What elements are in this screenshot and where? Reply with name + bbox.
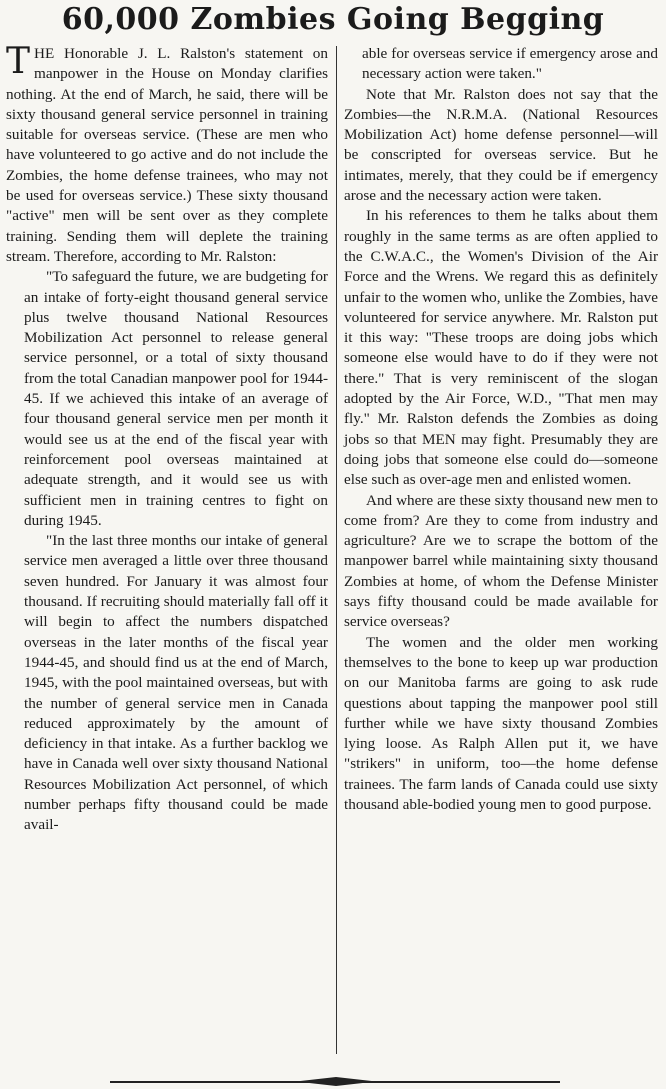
body-paragraph-4: The women and the older men working themselves to the bone to keep up war production on our Manitoba farms are going to ask rude questions about tapping the manpower pool still further while we have sixty thousand Zombies lying loose. As Ralph Allen put it, we have "strikers" in uniform, too—the home defense trainees. The farm lands of Canada could use sixty thousand able-bodied young men to good purpose.: [344, 633, 658, 813]
quote-continuation: able for overseas service if emergency arose and necessary action were taken.": [362, 45, 658, 83]
opening-paragraph-text: HE Honorable J. L. Ralston's statement on manpower in the House on Monday clarifies nothing. At the end of March, he said, there will be sixty thousand general service personnel in training suitable for overseas service. (These are men who have volunteered to go active and do not include the Zombies, the home defense trainees, who may not be used for overseas service.) These sixty thousand "active" men will be sent over as they complete training. Sending them will deplete the training stream. Therefore, according to Mr. Ralston:: [6, 45, 328, 265]
ralston-quote: [6, 267, 328, 835]
body-paragraph-3: And where are these sixty thousand new men to come from? Are they to come from industry and agriculture? Are we to scrape the bottom of the manpower barrel while maintaining sixty thousand Zombies at home, of whom the Defense Minister says fifty thousand could be made available for service overseas?: [344, 491, 658, 631]
right-column: [344, 44, 658, 815]
body-paragraph-1: Note that Mr. Ralston does not say that the Zombies—the N.R.M.A. (National Resources Mobilization Act) home defense personnel—will be conscripted for overseas service. But he intimates, merely, that they could be if emergency arose and the necessary action were taken.: [344, 85, 658, 205]
body-paragraph-2: In his references to them he talks about them roughly in the same terms as are often applied to the C.W.A.C., the Women's Division of the Air Force and the Wrens. We regard this as definitely unfair to the women who, unlike the Zombies, have volunteered for service anywhere. Mr. Ralston put it this way: "These troops are doing jobs which someone else would have to do if they were not there." That is very reminiscent of the slogan adopted by the Air Force, W.D., "That men may fly." Mr. Ralston defends the Zombies as doing jobs so that MEN may fight. Presumably they are doing jobs that someone else could do—someone else such as over-age men and enlisted women.: [344, 207, 658, 489]
ralston-quote-continued: [344, 44, 658, 85]
quote-paragraph-1: "To safeguard the future, we are budgeting for an intake of forty-eight thousand general service plus twelve thousand National Resources Mobilization Act personnel to release general service personnel, or a total of sixty thousand from the total Canadian manpower pool for 1944-45. If we achieved this intake of an average of four thousand general service men per month it would see us at the end of the fiscal year with reinforcement pool overseas maintained at adequate strength, and it would see us with sufficient men in training centres to fight on during 1945.: [24, 268, 328, 529]
column-divider: [336, 46, 337, 1054]
quote-paragraph-2: "In the last three months our intake of general service men averaged a little over three thousand seven hundred. For January it was almost four thousand. If recruiting should materially fall off it will begin to affect the numbers dispatched overseas in the later months of the fiscal year 1944-45, and should find us at the end of March, 1945, with the pool maintained overseas, but with the number of general service men in Canada reduced approximately by the amount of deficiency in that intake. As a further backlog we have in Canada well over sixty thousand National Resources Mobilization Act personnel, of which number perhaps fifty thousand could be made avail-: [24, 532, 328, 834]
opening-paragraph: [6, 41, 328, 267]
left-column: [6, 41, 328, 836]
drop-cap: T: [6, 41, 31, 82]
headline: 60,000 Zombies Going Begging: [61, 2, 605, 37]
bottom-rule-ornament: [296, 1077, 376, 1086]
